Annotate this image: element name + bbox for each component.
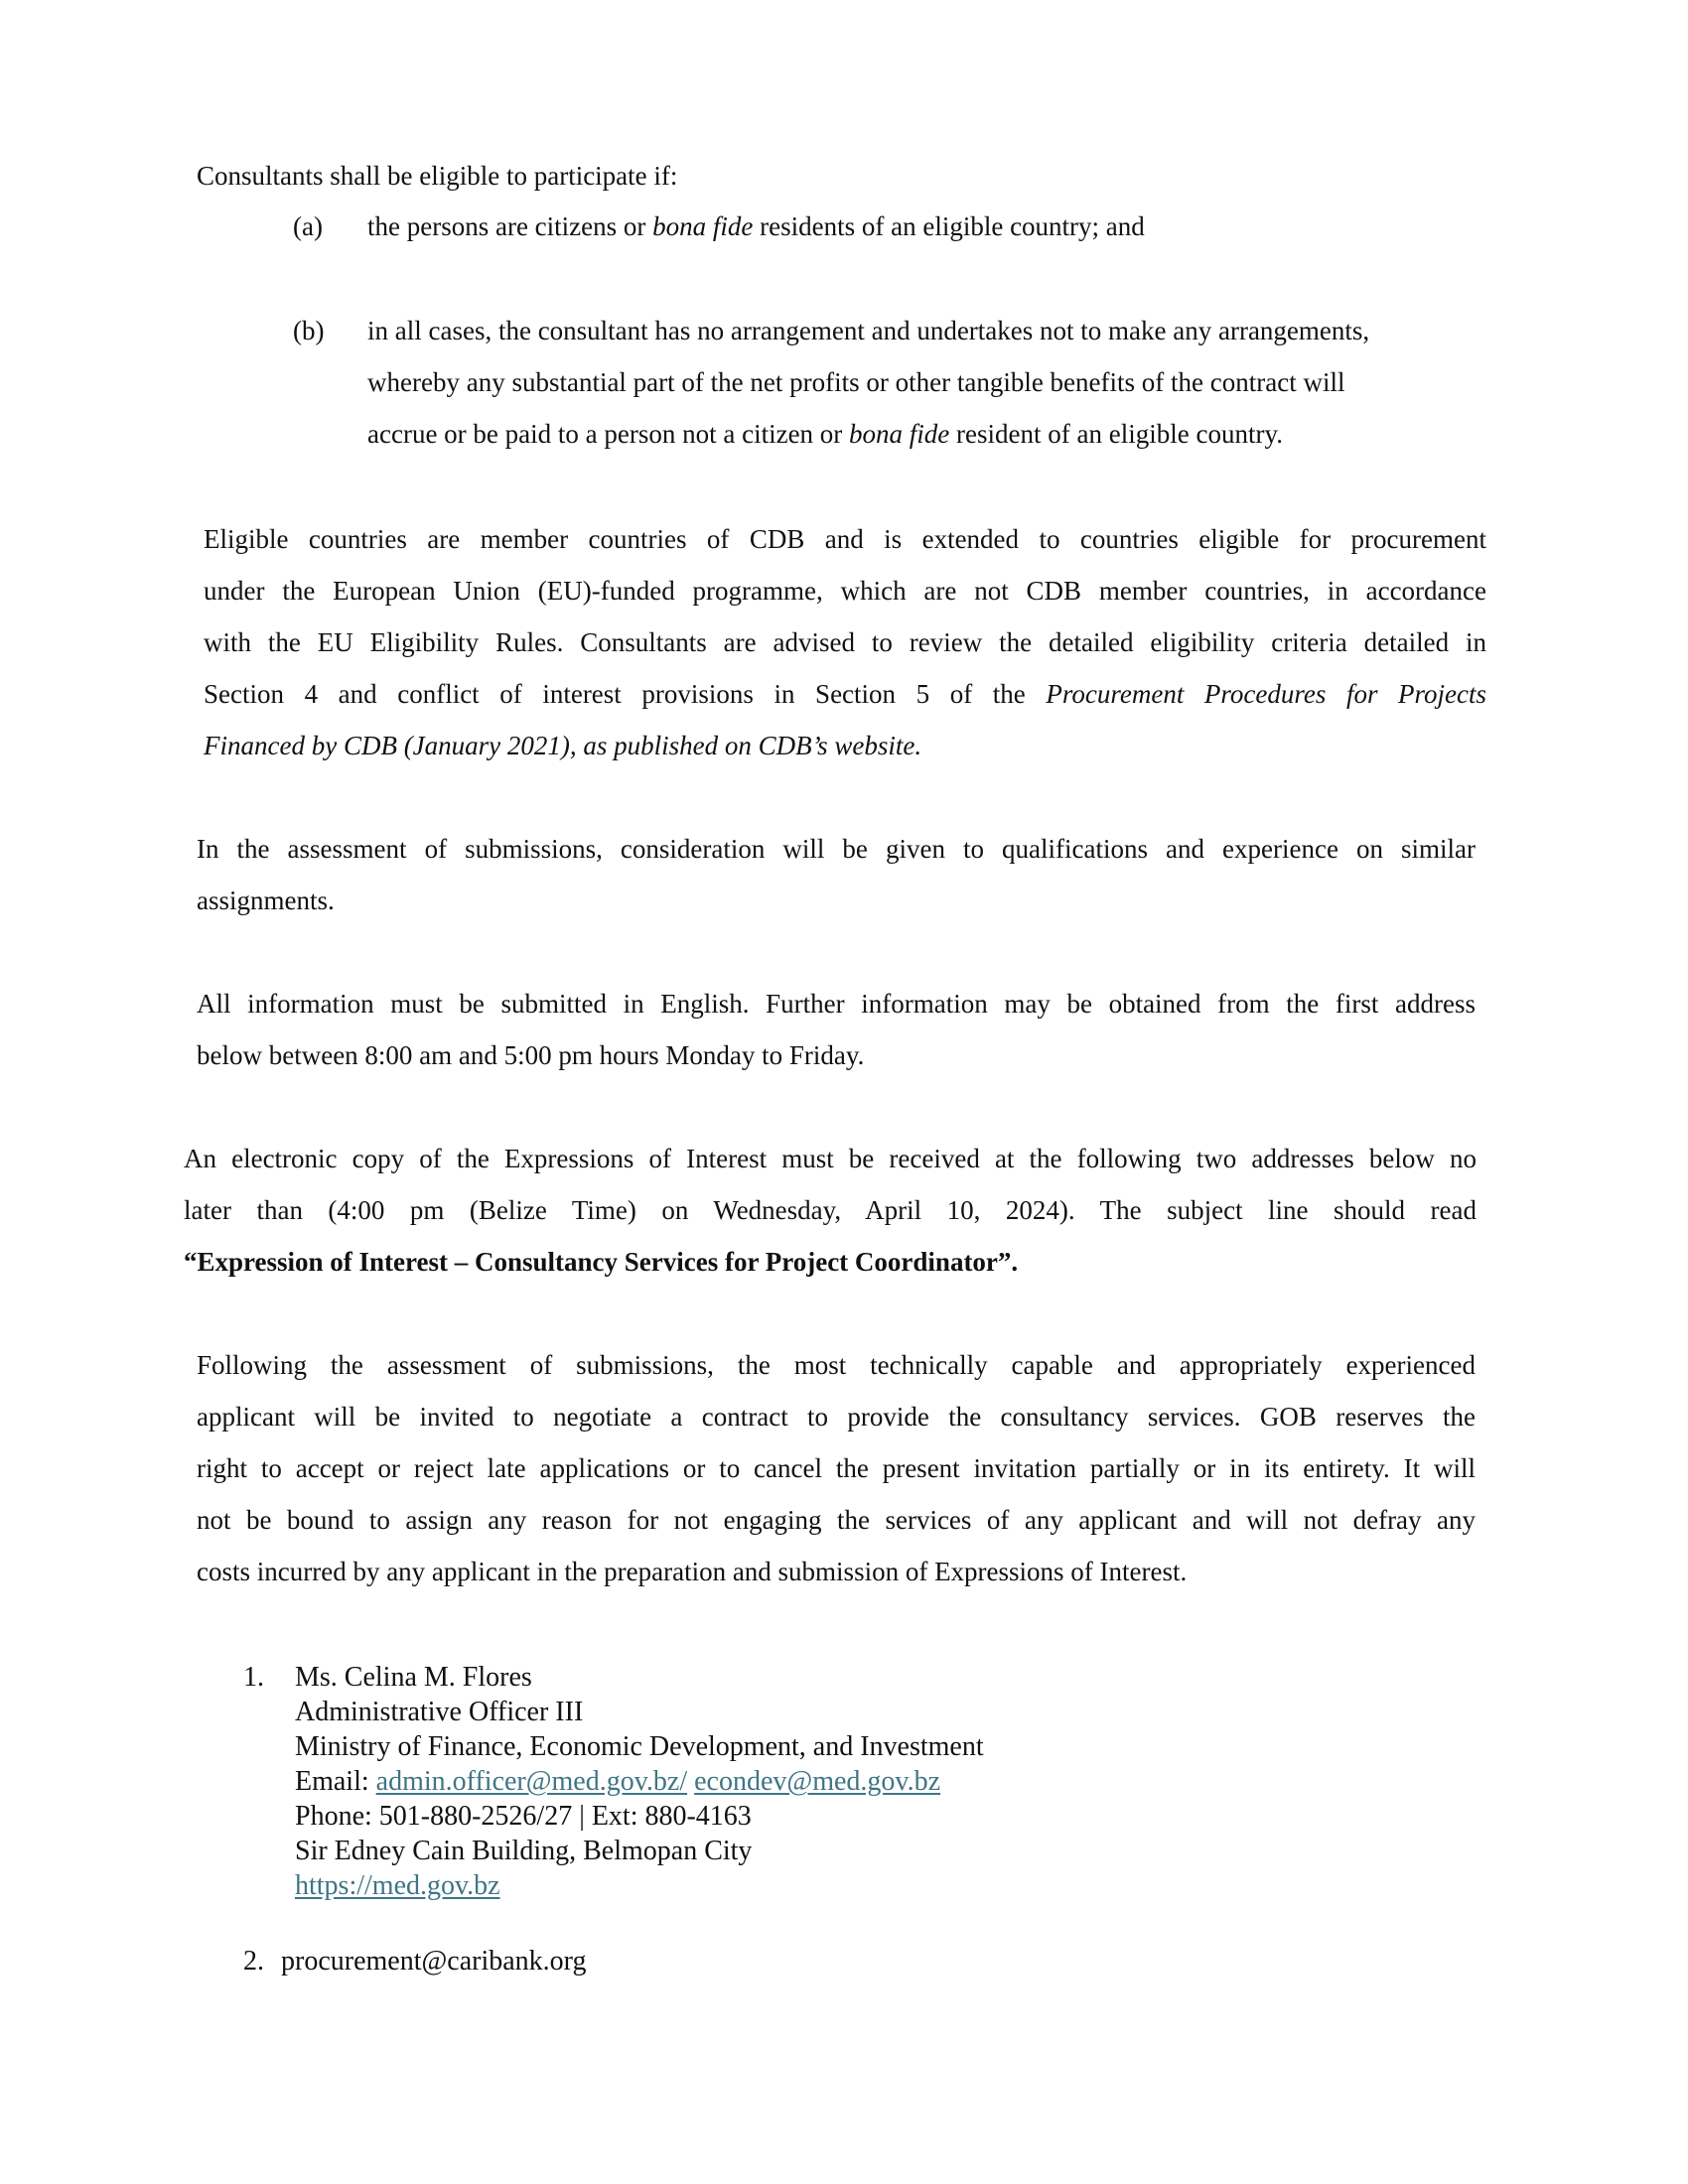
eligible-countries-line-4 <box>204 681 1486 708</box>
item-a-marker: (a) <box>293 211 323 241</box>
eligible-countries-line-3: with the EU Eligibility Rules. Consultants are advised to review the detailed eligibility criteria detailed in <box>204 627 1486 657</box>
email-link-admin-officer[interactable]: admin.officer@med.gov.bz/ <box>375 1766 688 1797</box>
procurement-procedures-title-cont: Financed by CDB (January 2021), as published on CDB’s website. <box>204 731 922 760</box>
address-2-email: procurement@caribank.org <box>281 1946 587 1977</box>
procurement-procedures-title: Procurement Procedures for Projects <box>1046 679 1487 709</box>
email-label: Email: <box>295 1766 376 1797</box>
following-line-2: applicant will be invited to negotiate a contract to provide the consultancy services. GOB reserves the <box>197 1402 1476 1432</box>
item-a-italic: bona fide <box>652 211 754 241</box>
address-2-number: 2. <box>243 1946 264 1977</box>
eligible-countries-line-2: under the European Union (EU)-funded programme, which are not CDB member countries, in accordance <box>204 576 1486 606</box>
website-link[interactable]: https://med.gov.bz <box>295 1870 500 1901</box>
email-link-econdev[interactable]: econdev@med.gov.bz <box>694 1766 941 1797</box>
following-line-5: costs incurred by any applicant in the preparation and submission of Expressions of Interest. <box>197 1557 1188 1586</box>
eligible-countries-line-1: Eligible countries are member countries of CDB and is extended to countries eligible for procurement <box>204 524 1486 554</box>
language-line-1: All information must be submitted in English. Further information may be obtained from the first address <box>197 989 1476 1019</box>
item-b-line-3-pre: accrue or be paid to a person not a citizen or <box>367 419 850 449</box>
following-line-1: Following the assessment of submissions, the most technically capable and appropriately experienced <box>197 1350 1476 1380</box>
eligibility-intro: Consultants shall be eligible to participate if: <box>197 161 678 191</box>
address-1-block <box>295 1660 984 1903</box>
address-1-building: Sir Edney Cain Building, Belmopan City <box>295 1836 753 1866</box>
address-1-organization: Ministry of Finance, Economic Development, and Investment <box>295 1731 984 1762</box>
item-a-text-pre: the persons are citizens or <box>367 211 653 241</box>
address-1-title: Administrative Officer III <box>295 1697 584 1727</box>
item-b-line-1: in all cases, the consultant has no arrangement and undertakes not to make any arrangements, <box>367 316 1370 345</box>
item-a-text-post: residents of an eligible country; and <box>753 211 1145 241</box>
address-1-name: Ms. Celina M. Flores <box>295 1662 532 1693</box>
address-1-number: 1. <box>243 1662 264 1693</box>
address-1-phone: Phone: 501-880-2526/27 | Ext: 880-4163 <box>295 1801 752 1832</box>
item-b-line-3 <box>367 421 1283 448</box>
subject-line: “Expression of Interest – Consultancy Services for Project Coordinator”. <box>184 1247 1019 1277</box>
following-line-4: not be bound to assign any reason for not engaging the services of any applicant and will not defray any <box>197 1505 1476 1535</box>
address-1-email-row <box>295 1764 984 1799</box>
following-line-3: right to accept or reject late applications or to cancel the present invitation partially or in its entirety. It will <box>197 1453 1476 1483</box>
item-b-line-2: whereby any substantial part of the net profits or other tangible benefits of the contract will <box>367 367 1345 397</box>
item-b-italic: bona fide <box>849 419 950 449</box>
item-b-line-3-post: resident of an eligible country. <box>949 419 1283 449</box>
eligible-countries-line-4-pre: Section 4 and conflict of interest provisions in Section 5 of the <box>204 679 1047 709</box>
submission-line-2: later than (4:00 pm (Belize Time) on Wednesday, April 10, 2024). The subject line should read <box>184 1195 1477 1225</box>
assessment-line-1: In the assessment of submissions, consideration will be given to qualifications and experience on similar <box>197 834 1476 864</box>
assessment-line-2: assignments. <box>197 886 335 915</box>
language-line-2: below between 8:00 am and 5:00 pm hours Monday to Friday. <box>197 1040 865 1070</box>
item-b-marker: (b) <box>293 316 325 345</box>
eligible-countries-line-5 <box>204 733 921 759</box>
item-a-text <box>367 213 1145 240</box>
submission-line-1: An electronic copy of the Expressions of Interest must be received at the following two addresses below no <box>184 1144 1477 1173</box>
